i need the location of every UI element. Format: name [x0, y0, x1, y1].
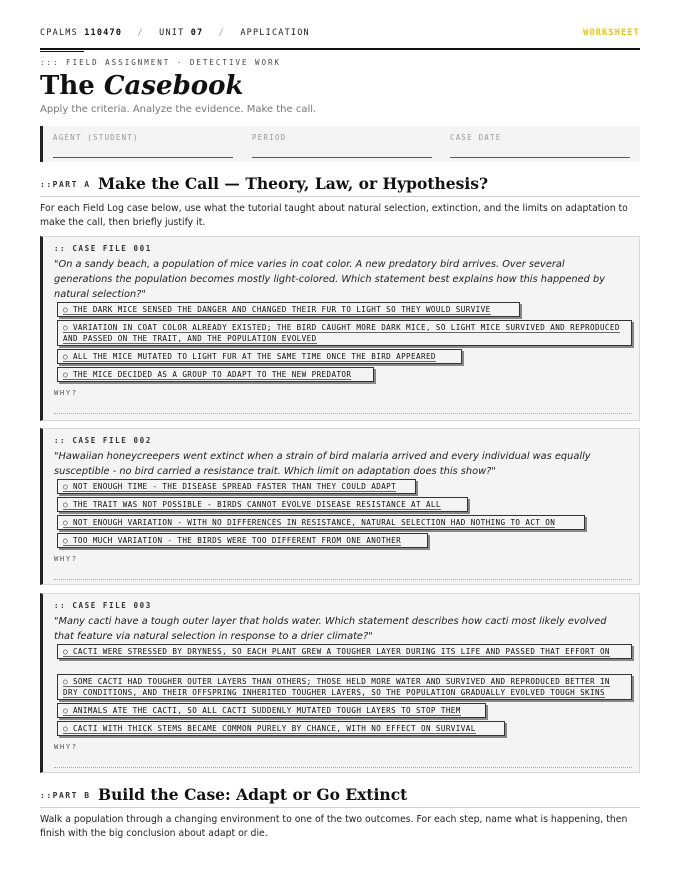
program-code: 110470 — [84, 28, 123, 38]
title-emphasis: Casebook — [103, 71, 244, 101]
why-label: WHY? — [54, 742, 78, 751]
case-file-label: :: CASE FILE 002 — [54, 436, 152, 445]
part-b-intro: Walk a population through a changing environment to one of the two outcomes. For each step, name what is happening, then finish with the big conclusion about adapt or die. — [40, 814, 628, 839]
period-field-label: PERIOD — [252, 133, 287, 142]
unit-label: UNIT — [159, 28, 185, 38]
page-subtitle: Apply the criteria. Analyze the evidence. Make the call. — [40, 104, 317, 115]
case-date-field[interactable] — [450, 133, 630, 142]
case-file-003 — [40, 593, 640, 773]
part-a-title: Make the Call — Theory, Law, or Hypothesis? — [98, 174, 489, 193]
why-answer-line[interactable] — [54, 413, 632, 414]
agent-field-line — [53, 157, 233, 158]
case-file-001 — [40, 236, 640, 421]
page-title — [40, 70, 243, 102]
breadcrumb — [40, 28, 310, 38]
option-text: ○ VARIATION IN COAT COLOR ALREADY EXISTED; THE BIRD CAUGHT MORE DARK MICE, SO LIGHT MICE SURVIVED AND REPRODUCED AND PASSED ON THE TRAIT, AND THE POPULATION EVOLVED — [63, 323, 620, 343]
period-field[interactable] — [252, 133, 432, 142]
title-plain: The — [40, 71, 95, 101]
section-label: APPLICATION — [240, 28, 310, 38]
part-b-title: Build the Case: Adapt or Go Extinct — [98, 785, 408, 804]
part-a-rule — [40, 196, 640, 197]
option-button[interactable] — [57, 644, 632, 659]
option-text: ○ THE DARK MICE SENSED THE DANGER AND CHANGED THEIR FUR TO LIGHT SO THEY WOULD SURVIVE — [63, 305, 491, 314]
agent-info-bar — [40, 126, 640, 162]
why-label: WHY? — [54, 388, 78, 397]
part-a-header — [40, 174, 640, 196]
case-file-label: :: CASE FILE 003 — [54, 601, 152, 610]
option-text: ○ CACTI WITH THICK STEMS BECAME COMMON PURELY BY CHANCE, WITH NO EFFECT ON SURVIVAL — [63, 724, 476, 733]
agent-field-label: AGENT (STUDENT) — [53, 133, 139, 142]
option-button[interactable] — [57, 349, 462, 364]
option-text: ○ ALL THE MICE MUTATED TO LIGHT FUR AT THE SAME TIME ONCE THE BIRD APPEARED — [63, 352, 436, 361]
part-a-label: ::PART A — [40, 180, 91, 189]
worksheet-tag: WORKSHEET — [583, 28, 640, 38]
case-question: "Many cacti have a tough outer layer that holds water. Which statement describes how cacti most likely evolved that feature via natural selection in response to a drier climate?" — [54, 616, 607, 642]
header-accent-rule — [40, 51, 84, 52]
agent-field[interactable] — [53, 133, 233, 142]
option-text: ○ THE TRAIT WAS NOT POSSIBLE - BIRDS CANNOT EVOLVE DISEASE RESISTANCE AT ALL — [63, 500, 441, 509]
why-answer-line[interactable] — [54, 579, 632, 580]
case-question: "On a sandy beach, a population of mice varies in coat color. A new predatory bird arrives. Over several generations the population becomes mostly light-colored. Which statement best explains how this happened by natural selection?" — [54, 259, 606, 300]
case-file-label: :: CASE FILE 001 — [54, 244, 152, 253]
case-file-002 — [40, 428, 640, 585]
option-button[interactable] — [57, 479, 416, 494]
eyebrow-label: ::: FIELD ASSIGNMENT · DETECTIVE WORK — [40, 58, 282, 67]
option-text: ○ ANIMALS ATE THE CACTI, SO ALL CACTI SUDDENLY MUTATED TOUGH LAYERS TO STOP THEM — [63, 706, 461, 715]
option-text: ○ SOME CACTI HAD TOUGHER OUTER LAYERS THAN OTHERS; THOSE HELD MORE WATER AND SURVIVED AND REPRODUCED BETTER IN DRY CONDITIONS, AND THEIR OFFSPRING INHERITED TOUGHER LAYERS, SO THE POPULATION GRADUALLY EVOLVED TOUGH SKINS — [63, 677, 610, 697]
unit-number: 07 — [190, 28, 204, 38]
option-button[interactable] — [57, 367, 374, 382]
part-b-rule — [40, 807, 640, 808]
top-bar — [40, 28, 640, 48]
part-b-label: ::PART B — [40, 791, 91, 800]
option-button[interactable] — [57, 703, 486, 718]
part-a-intro: For each Field Log case below, use what the tutorial taught about natural selection, extinction, and the limits on adaptation to make the call, then briefly justify it. — [40, 203, 628, 228]
option-button[interactable] — [57, 497, 468, 512]
program-name: CPALMS — [40, 28, 78, 38]
part-b-header — [40, 785, 640, 807]
option-text: ○ CACTI WERE STRESSED BY DRYNESS, SO EACH PLANT GREW A TOUGHER LAYER DURING ITS LIFE AND PASSED THAT EFFORT ON — [63, 647, 610, 656]
case-date-field-line — [450, 157, 630, 158]
why-answer-line[interactable] — [54, 767, 632, 768]
option-button[interactable] — [57, 721, 505, 736]
breadcrumb-separator: / — [137, 28, 144, 38]
case-date-field-label: CASE DATE — [450, 133, 502, 142]
case-question: "Hawaiian honeycreepers went extinct when a strain of bird malaria arrived and every individual was equally susceptible - no bird carried a resistance trait. Which limit on adaptation does this show?" — [54, 451, 591, 477]
option-button[interactable] — [57, 302, 520, 317]
option-button[interactable] — [57, 674, 632, 700]
why-label: WHY? — [54, 554, 78, 563]
option-text: ○ NOT ENOUGH VARIATION - WITH NO DIFFERENCES IN RESISTANCE, NATURAL SELECTION HAD NOTHING TO ACT ON — [63, 518, 556, 527]
option-button[interactable] — [57, 515, 585, 530]
option-text: ○ THE MICE DECIDED AS A GROUP TO ADAPT TO THE NEW PREDATOR — [63, 370, 352, 379]
option-button[interactable] — [57, 320, 632, 346]
option-text: ○ TOO MUCH VARIATION - THE BIRDS WERE TOO DIFFERENT FROM ONE ANOTHER — [63, 536, 402, 545]
header-rule — [40, 48, 640, 50]
option-text: ○ NOT ENOUGH TIME - THE DISEASE SPREAD FASTER THAN THEY COULD ADAPT — [63, 482, 397, 491]
breadcrumb-separator: / — [218, 28, 226, 38]
period-field-line — [252, 157, 432, 158]
option-button[interactable] — [57, 533, 428, 548]
